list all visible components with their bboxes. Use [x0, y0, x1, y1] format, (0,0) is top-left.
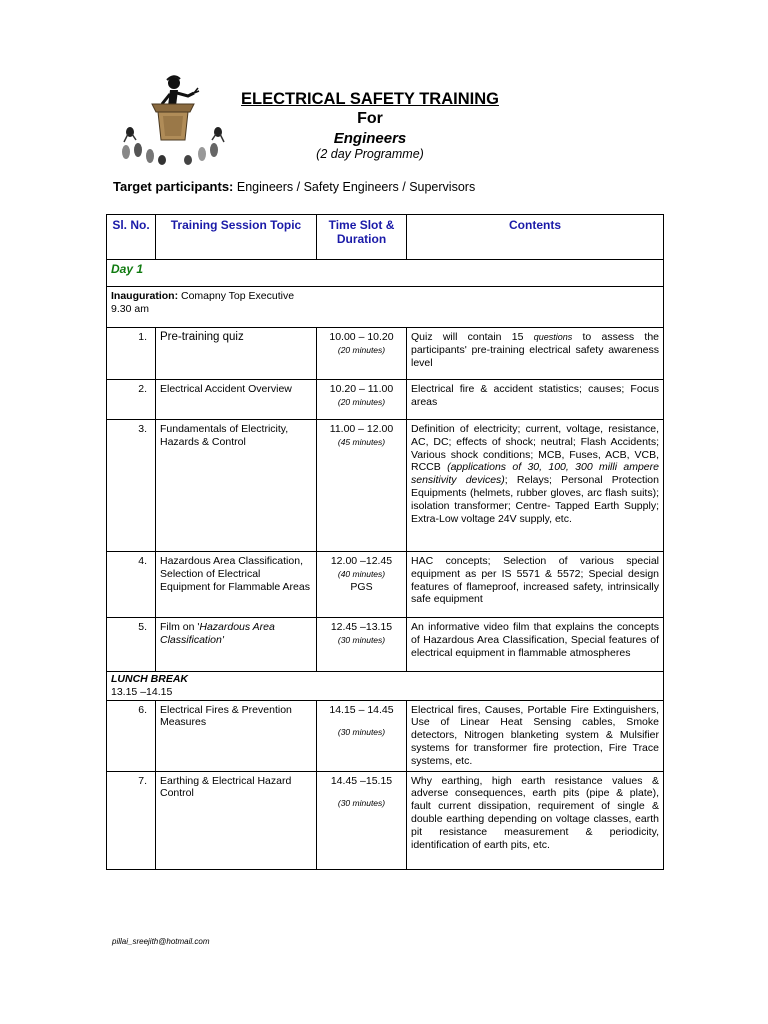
row-contents-text: Quiz will contain 15 [411, 331, 524, 343]
row-topic: Pre-training quiz [156, 328, 317, 380]
header-contents: Contents [407, 215, 664, 260]
row-time-slot: 14.45 –15.15 [330, 774, 393, 787]
title-block [200, 90, 540, 161]
row-time-extra: PGS [350, 580, 373, 593]
row-contents: Why earthing, high earth resistance values & adverse consequences, earth pits (pipe & plate), fault current dissipation, requirement of single & double earthing depending on voltage classes, earth pit resistance measurement & periodicity, identification of earth pits, etc. [407, 771, 664, 869]
schedule-table [106, 214, 664, 870]
inauguration-row [107, 287, 664, 328]
target-label: Target participants: [113, 179, 234, 194]
row-contents-text: ; Relays; Personal Protection Equipments (helmets, rubber gloves, arc flash suits); isolation transformer; Centre- Tapped Earth Supply; Extra-Low voltage 24V supply, etc. [411, 474, 659, 525]
row-time-slot: 11.00 – 12.00 [329, 423, 394, 435]
row-topic: Earthing & Electrical Hazard Control [156, 771, 317, 869]
row-number: 4. [107, 552, 156, 618]
row-time [317, 700, 407, 771]
row-time [317, 328, 407, 380]
row-topic: Electrical Accident Overview [156, 380, 317, 420]
row-number: 3. [107, 420, 156, 552]
row-duration: (40 minutes) [337, 568, 386, 579]
row-topic [156, 618, 317, 672]
document-title: ELECTRICAL SAFETY TRAINING [241, 90, 499, 108]
day-row [107, 260, 664, 287]
row-contents-text: to assess the participants' pre-training electrical safety awareness level [411, 331, 660, 369]
row-topic: Hazardous Area Classification, Selection of Electrical Equipment for Flammable Areas [156, 552, 317, 618]
row-time-slot: 12.00 –12.45 [330, 555, 393, 567]
row-number: 6. [107, 700, 156, 771]
row-time [317, 420, 407, 552]
row-number: 1. [107, 328, 156, 380]
header-time: Time Slot & Duration [317, 215, 407, 260]
row-contents-italic: questions [533, 332, 573, 342]
row-duration: (30 minutes) [337, 727, 386, 738]
footer-email: pillai_sreejith@hotmail.com [112, 937, 210, 946]
row-time [317, 771, 407, 869]
row-duration: (30 minutes) [337, 634, 386, 645]
row-time-slot: 14.15 – 14.45 [329, 703, 394, 716]
table-row [107, 771, 664, 869]
inauguration-cell [107, 287, 664, 328]
row-time-slot: 12.45 –13.15 [330, 621, 393, 633]
header-row [107, 215, 664, 260]
row-time [317, 552, 407, 618]
for-label: For [357, 110, 383, 127]
row-number: 7. [107, 771, 156, 869]
inauguration-label: Inauguration: [111, 290, 179, 302]
row-contents [407, 420, 664, 552]
row-topic: Fundamentals of Electricity, Hazards & Control [156, 420, 317, 552]
lunch-cell [107, 672, 664, 701]
row-duration: (20 minutes) [337, 344, 386, 355]
row-topic-text: Film on ' [160, 621, 200, 633]
lunch-label: LUNCH BREAK [111, 673, 188, 685]
header-topic: Training Session Topic [156, 215, 317, 260]
row-number: 5. [107, 618, 156, 672]
header-sl-no: Sl. No. [107, 215, 156, 260]
day-label: Day 1 [107, 260, 664, 287]
row-number: 2. [107, 380, 156, 420]
table-row [107, 618, 664, 672]
row-duration: (30 minutes) [337, 798, 386, 809]
inauguration-time: 9.30 am [111, 302, 149, 315]
row-contents: Electrical fire & accident statistics; causes; Focus areas [407, 380, 664, 420]
table-row [107, 420, 664, 552]
programme-duration: (2 day Programme) [316, 147, 424, 161]
table-row [107, 328, 664, 380]
row-time [317, 380, 407, 420]
row-contents-italic: (applications of 30, 100, 300 milli ampere sensitivity devices) [411, 461, 659, 487]
row-topic: Electrical Fires & Prevention Measures [156, 700, 317, 771]
row-topic-italic: Hazardous Area Classification' [160, 621, 275, 646]
row-contents: Electrical fires, Causes, Portable Fire Extinguishers, Use of Linear Heat Sensing cables, Smoke detectors, Nitrogen blanketing system & Mulsifier systems for transformer fire protection, Fire Trace systems, etc. [407, 700, 664, 771]
row-contents: HAC concepts; Selection of various special equipment as per IS 5571 & 5572; Special design features of flameproof, increased safety, intrinsically safe equipment [407, 552, 664, 618]
row-contents-text: Definition of electricity; current, voltage, resistance, AC, DC; effects of shock; neutral; Flash Accidents; Various shock conditions; MCB, Fuses, ACB, VCB, RCCB [411, 423, 659, 474]
lunch-row [107, 672, 664, 701]
row-duration: (45 minutes) [337, 436, 386, 447]
row-contents [407, 328, 664, 380]
row-time-slot: 10.20 – 11.00 [329, 383, 394, 395]
row-duration: (20 minutes) [337, 396, 386, 407]
table-row [107, 552, 664, 618]
row-time-slot: 10.00 – 10.20 [329, 331, 394, 343]
target-participants [113, 179, 475, 194]
row-time [317, 618, 407, 672]
table-row [107, 380, 664, 420]
inauguration-by: Comapny Top Executive [181, 290, 295, 302]
row-contents: An informative video film that explains the concepts of Hazardous Area Classification, Special features of electrical equipment in flammable atmospheres [407, 618, 664, 672]
table-row [107, 700, 664, 771]
audience-label: Engineers [333, 130, 407, 147]
target-value: Engineers / Safety Engineers / Supervisors [236, 180, 476, 194]
lunch-time: 13.15 –14.15 [111, 685, 173, 698]
